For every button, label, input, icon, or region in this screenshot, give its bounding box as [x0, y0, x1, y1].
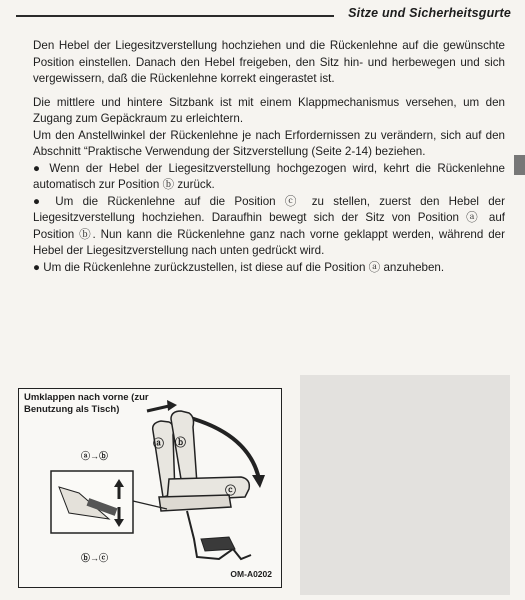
seat-frame [187, 511, 251, 559]
body-text [33, 38, 505, 276]
position-c-marker: ⓒ [225, 485, 236, 497]
bullet-return-backrest: ● Um die Rückenlehne zurückzustellen, ist diese auf die Position ⓐ anzuheben. [33, 260, 445, 274]
page-edge-tab [514, 155, 525, 175]
figure-code: OM-A0202 [230, 569, 272, 579]
paragraph-angle-reference: Um den Anstellwinkel der Rückenlehne je nach Erfordernissen zu verändern, sich auf den Abschnitt “Praktische Verwendung der Sitzverstellung (Seite 2-14) beziehen. [33, 128, 505, 158]
position-b-marker: ⓑ [175, 437, 186, 449]
page-section-title: Sitze und Sicherheitsgurte [348, 6, 511, 20]
bleed-through-shadow [300, 375, 510, 595]
position-a-marker: ⓐ [153, 438, 164, 450]
seat-illustration [19, 389, 281, 587]
bullet-lever-return: ● Wenn der Hebel der Liegesitzverstellung hochgezogen wird, kehrt die Rückenlehne automatisch zur Position ⓑ zurück. [33, 161, 505, 191]
fold-arrow-head [252, 475, 265, 488]
figure-caption: Umklappen nach vorne (zur Benutzung als Tisch) [24, 392, 149, 415]
forward-arrow-head [167, 400, 177, 411]
paragraph-fold-mechanism: Die mittlere und hintere Sitzbank ist mit einem Klappmechanismus versehen, um den Zugang zum Gepäckraum zu erleichtern. [33, 95, 505, 125]
paragraph-recline: Den Hebel der Liegesitzverstellung hochziehen und die Rückenlehne auf die gewünschte Position einstellen. Danach den Hebel freigeben, den Sitz hin- und herbewegen und sich vergewissern, daß die Rückenlehne korrekt eingerastet ist. [33, 39, 505, 85]
seat-rail [201, 537, 235, 551]
label-a-to-b: ⓐ→ⓑ [81, 451, 109, 461]
label-b-to-c: ⓑ→ⓒ [81, 553, 109, 563]
fold-direction-arrow [187, 417, 259, 479]
bullet-position-c: ● Um die Rückenlehne auf die Position ⓒ zu stellen, zuerst den Hebel der Liegesitzverstellung hochziehen. Daraufhin bewegt sich der Sitz von Position ⓐ auf Position ⓑ. Nun kann die Rückenlehne ganz nach vorne geklappt werden, während der Hebel der Liegesitzverstellung nach unten gedrückt wird. [33, 194, 505, 257]
header-rule [16, 15, 334, 17]
seat-cushion [159, 495, 231, 511]
seat-fold-figure [18, 388, 282, 588]
